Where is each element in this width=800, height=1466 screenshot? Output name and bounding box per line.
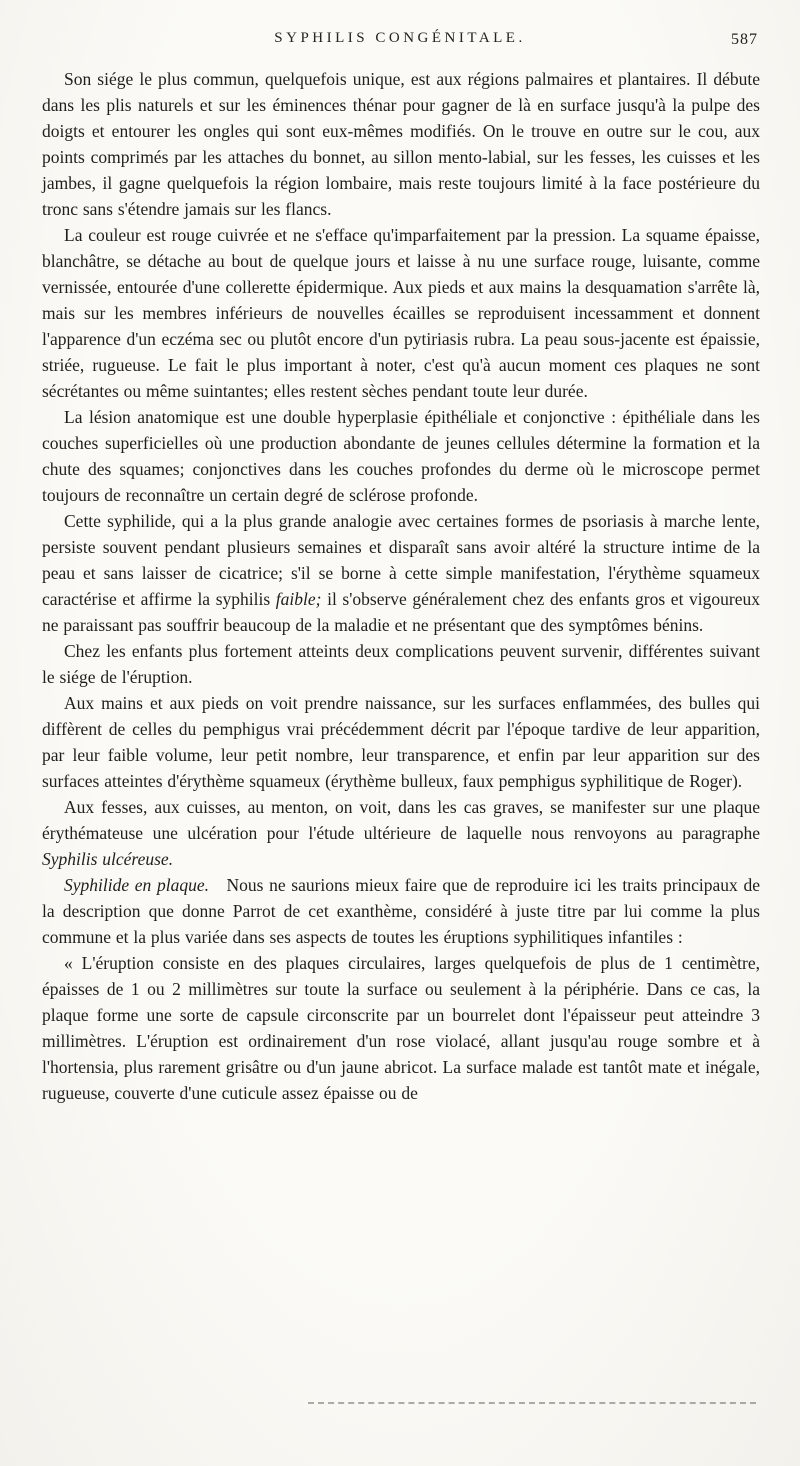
- paragraph: [42, 794, 760, 872]
- paragraph: [42, 222, 760, 404]
- running-title: SYPHILIS CONGÉNITALE.: [274, 30, 526, 46]
- paragraph-run-italic: Syphilide en plaque.: [64, 875, 209, 895]
- paragraph-run-italic: faible;: [275, 589, 328, 609]
- page-body: [0, 64, 800, 1106]
- paragraph-run: Nous ne saurions mieux faire que de reproduire ici les traits principaux de la description que donne Parrot de cet exanthème, considéré à juste titre par lui comme la plus commune et la plus variée dans ses aspects de toutes les éruptions syphilitiques infantiles :: [42, 875, 760, 947]
- paragraph-run: Chez les enfants plus fortement atteints deux complications peuvent survenir, différentes suivant le siége de l'éruption.: [42, 641, 760, 687]
- paragraph: [42, 950, 760, 1106]
- paragraph-run: La couleur est rouge cuivrée et ne s'efface qu'imparfaitement par la pression. La squame épaisse, blanchâtre, se détache au bout de quelque jours et laisse à nu une surface rouge, luisante, comme vernissée, entourée d'une collerette épidermique. Aux pieds et aux mains la desquamation s'arrête là, mais sur les membres inférieurs de nouvelles écailles se reproduisent incessamment et donnent l'apparence d'un eczéma sec ou plutôt encore d'un pytiriasis rubra. La peau sous-jacente est épaissie, striée, rugueuse. Le fait le plus important à noter, c'est qu'à aucun moment ces plaques ne sont sécrétantes ou même suintantes; elles restent sèches pendant toute leur durée.: [42, 225, 760, 401]
- paragraph-run-italic: Syphilis ulcéreuse.: [42, 849, 174, 869]
- page-header: [0, 0, 800, 64]
- page-number: 587: [731, 31, 758, 48]
- paragraph: [42, 690, 760, 794]
- paragraph-run: Cette syphilide, qui a la plus grande analogie avec certaines formes de psoriasis à marche lente, persiste souvent pendant plusieurs semaines et disparaît sans avoir altéré la structure intime de la peau et sans laisser de cicatrice; s'il se borne à cette simple manifestation, l'érythème squameux caractérise et affirme la syphilis: [42, 511, 760, 609]
- paragraph-run: Aux mains et aux pieds on voit prendre naissance, sur les surfaces enflammées, des bulles qui diffèrent de celles du pemphigus vrai précédemment décrit par l'époque tardive de leur apparition, par leur faible volume, leur petit nombre, leur transparence, et enfin par leur apparition sur des surfaces atteintes d'érythème squameux (érythème bulleux, faux pemphigus syphilitique de Roger).: [42, 693, 760, 791]
- paragraph: [42, 66, 760, 222]
- paragraph-run: Son siége le plus commun, quelquefois unique, est aux régions palmaires et plantaires. Il débute dans les plis naturels et sur les éminences thénar pour gagner de là en surface jusqu'à la pulpe des doigts et entourer les ongles qui sont eux-mêmes modifiés. On le trouve en outre sur le cou, aux points comprimés par les attaches du bonnet, au sillon mento-labial, sur les fesses, les cuisses et les jambes, il gagne quelquefois la région lombaire, mais reste toujours limité à la face postérieure du tronc sans s'étendre jamais sur les flancs.: [42, 69, 760, 219]
- paragraph: [42, 872, 760, 950]
- paragraph: [42, 638, 760, 690]
- scan-artifact-dotted-line: [308, 1402, 756, 1404]
- paragraph-run: « L'éruption consiste en des plaques circulaires, larges quelquefois de plus de 1 centimètre, épaisses de 1 ou 2 millimètres sur toute la surface ou seulement à la périphérie. Dans ce cas, la plaque forme une sorte de capsule circonscrite par un bourrelet dont l'épaisseur peut atteindre 3 millimètres. L'éruption est ordinairement d'un rose violacé, allant jusqu'au rouge sombre et à l'hortensia, plus rarement grisâtre ou d'un jaune abricot. La surface malade est tantôt mate et inégale, rugueuse, couverte d'une cuticule assez épaisse ou de: [42, 953, 760, 1103]
- paragraph: [42, 508, 760, 638]
- paragraph-run: La lésion anatomique est une double hyperplasie épithéliale et conjonctive : épithéliale dans les couches superficielles où une production abondante de jeunes cellules détermine la formation et la chute des squames; conjonctives dans les couches profondes du derme où le microscope permet toujours de reconnaître un certain degré de sclérose profonde.: [42, 407, 760, 505]
- paragraph-run: Aux fesses, aux cuisses, au menton, on voit, dans les cas graves, se manifester sur une plaque érythémateuse une ulcération pour l'étude ultérieure de laquelle nous renvoyons au paragraphe: [42, 797, 760, 843]
- paragraph-run: il s'observe généralement chez des enfants gros et vigoureux ne paraissant pas souffrir beaucoup de la maladie et ne présentant que des symptômes bénins.: [42, 589, 761, 635]
- paragraph: [42, 404, 760, 508]
